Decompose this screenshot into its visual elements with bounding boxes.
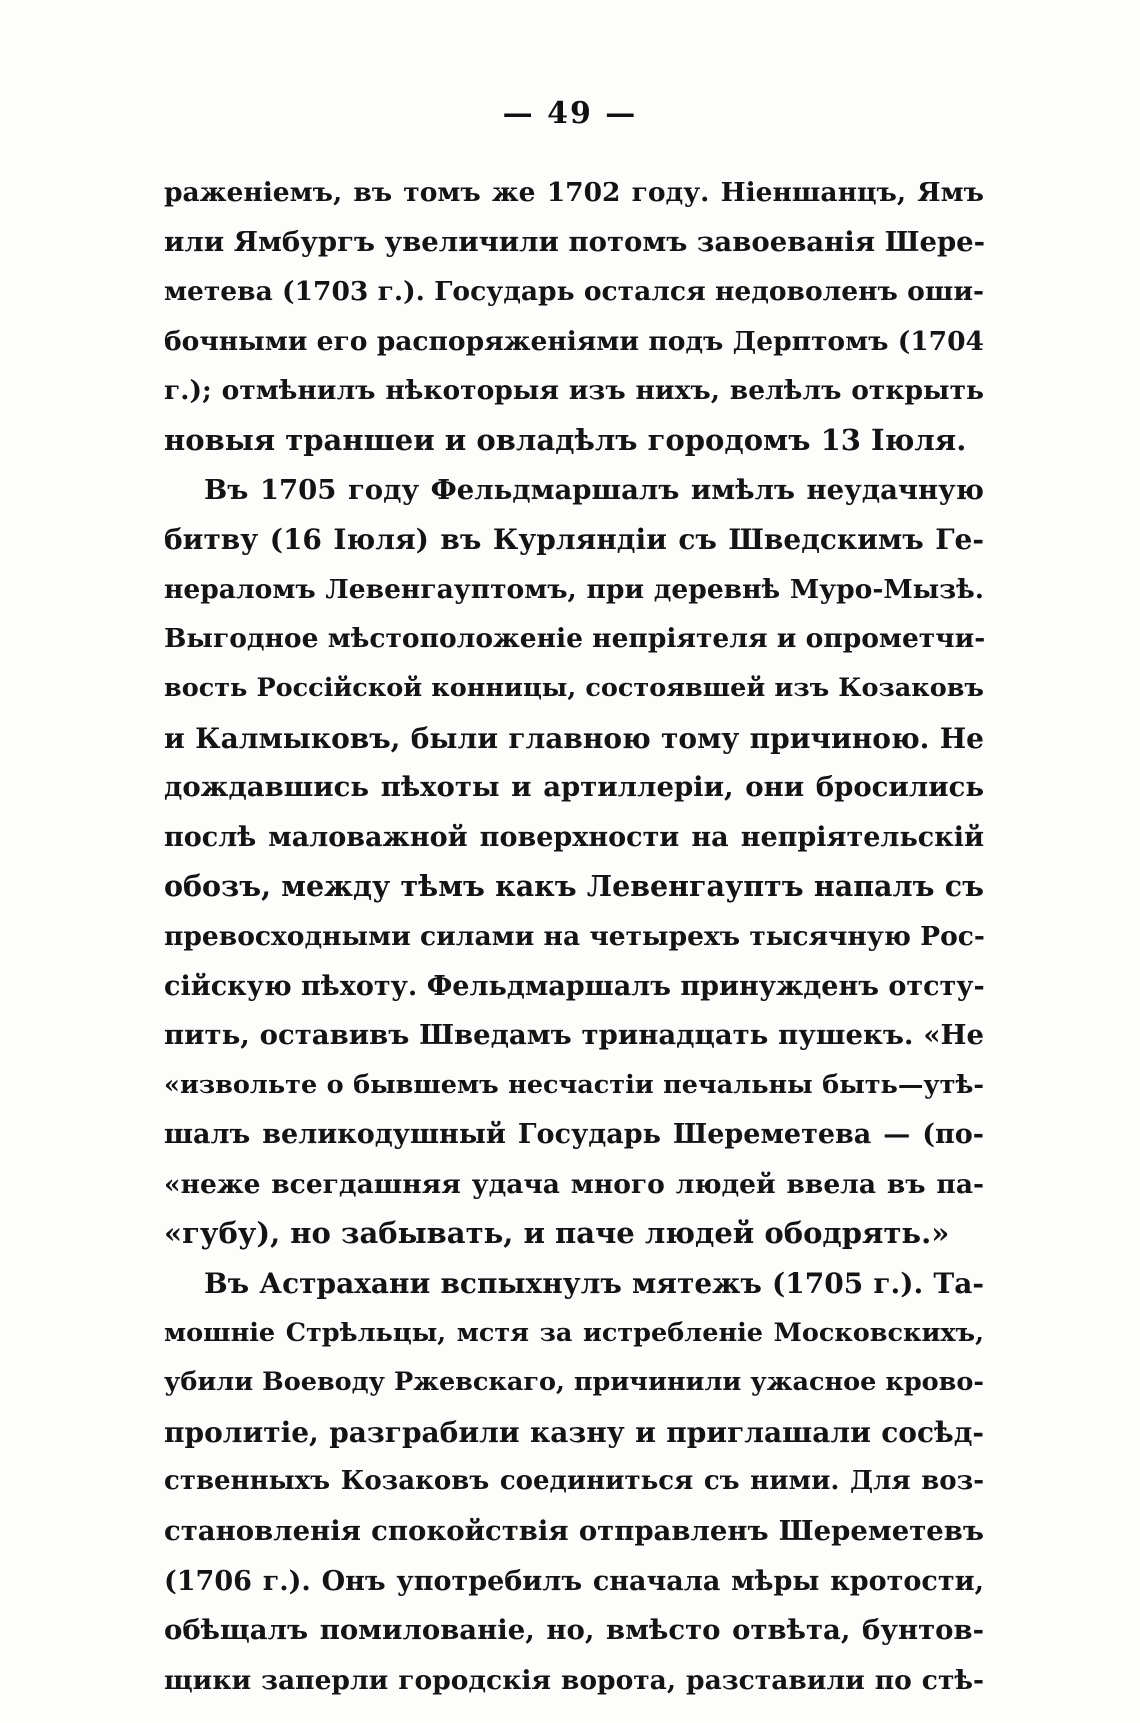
text-line: бочными его распоряженіями подъ Дерптомъ (1704 <box>164 325 984 357</box>
text-line: дождавшись пѣхоты и артиллеріи, они бросились <box>164 771 984 804</box>
text-line: и Калмыковъ, были главною тому причиною. Не <box>164 721 984 755</box>
text-line: Въ 1705 году Фельдмаршалъ имѣлъ неудачную <box>204 473 984 506</box>
text-line: «извольте о бывшемъ несчастіи печальны быть—утѣ- <box>164 1069 984 1100</box>
text-line: мошніе Стрѣльцы, мстя за истребленіе Московскихъ, <box>164 1317 984 1348</box>
body-text <box>164 168 984 1705</box>
page-number: — 49 — <box>502 96 638 131</box>
text-line: «губу), но забывать, и паче людей ободрять.» <box>164 1216 950 1251</box>
text-line: пить, оставивъ Шведамъ тринадцать пушекъ. «Не <box>164 1019 984 1052</box>
text-line: вость Россійской конницы, состоявшей изъ Козаковъ <box>164 672 984 703</box>
text-line: нераломъ Левенгауптомъ, при деревнѣ Муро-Мызѣ. <box>164 573 984 605</box>
text-line: Выгодное мѣстоположеніе непріятеля и опрометчи- <box>164 623 986 655</box>
text-line: убили Воеводу Ржевскаго, причинили ужасное крово- <box>164 1367 984 1398</box>
text-line: ственныхъ Козаковъ соединиться съ ними. Для воз- <box>164 1466 984 1497</box>
text-line: г.); отмѣнилъ нѣкоторыя изъ нихъ, велѣлъ открыть <box>164 375 984 407</box>
text-line: послѣ маловажной поверхности на непріятельскій <box>164 821 984 853</box>
text-line: пролитіе, разграбили казну и приглашали сосѣд- <box>164 1415 984 1449</box>
text-line: или Ямбургъ увеличили потомъ завоеванія Шере- <box>164 225 986 258</box>
text-line: Въ Астрахани вспыхнулъ мятежъ (1705 г.). Та- <box>204 1267 984 1301</box>
text-line: метева (1703 г.). Государь остался недоволенъ оши- <box>164 276 984 308</box>
text-line: превосходными силами на четырехъ тысячную Рос- <box>164 920 985 952</box>
text-line: шалъ великодушный Государь Шереметева — (по- <box>164 1119 984 1151</box>
text-line: раженіемъ, въ томъ же 1702 году. Ніеншанцъ, Ямъ <box>164 177 984 208</box>
text-line: обѣщалъ помилованіе, но, вмѣсто отвѣта, бунтов- <box>164 1614 984 1647</box>
text-line: битву (16 Іюля) въ Курляндіи съ Шведскимъ Ге- <box>164 523 984 557</box>
text-line: обозъ, между тѣмъ какъ Левенгауптъ напалъ съ <box>164 869 984 904</box>
text-line: становленія спокойствія отправленъ Шереметевъ <box>164 1515 984 1548</box>
text-line: щики заперли городскія ворота, разставили по стѣ- <box>164 1664 984 1696</box>
text-line: новыя траншеи и овладѣлъ городомъ 13 Іюля. <box>164 422 967 457</box>
text-line: «неже всегдашняя удача много людей ввела въ па- <box>164 1168 984 1200</box>
text-line: сійскую пѣхоту. Фельдмаршалъ принужденъ отсту- <box>164 970 985 1002</box>
text-line: (1706 г.). Онъ употребилъ сначала мѣры кротости, <box>164 1565 984 1597</box>
